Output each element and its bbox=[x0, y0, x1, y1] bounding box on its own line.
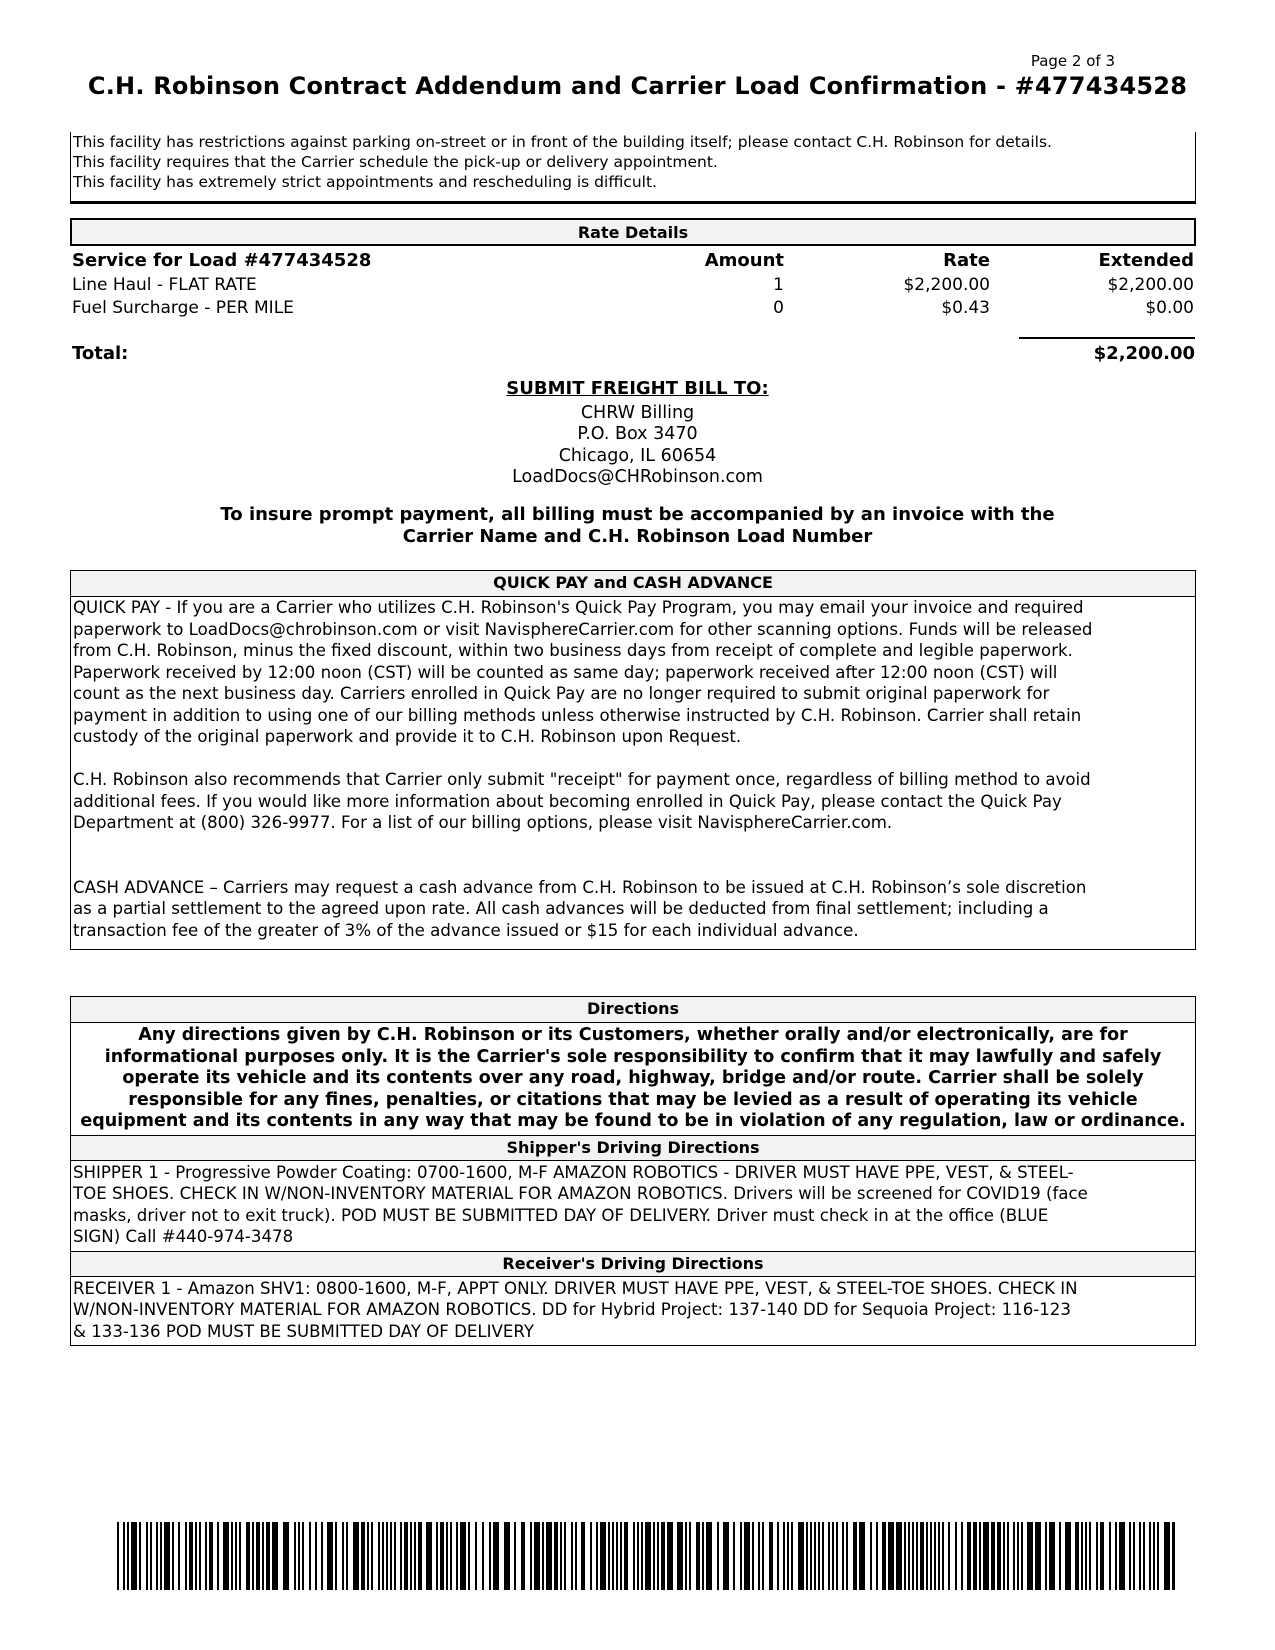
total-value: $2,200.00 bbox=[1093, 343, 1195, 364]
quick-pay-line: C.H. Robinson also recommends that Carrier only submit "receipt" for payment once, regardless of billing method to avoid bbox=[73, 770, 1091, 789]
shipper-directions-line: SHIPPER 1 - Progressive Powder Coating: 0700-1600, M-F AMAZON ROBOTICS - DRIVER MUST HAVE PPE, VEST, & STEEL- bbox=[73, 1162, 1074, 1182]
rate-details-header: Rate Details bbox=[70, 218, 1196, 246]
column-header-rate: Rate bbox=[943, 250, 990, 271]
disclaimer-line: equipment and its contents in any way that may be found to be in violation of any regulation, law or ordinance. bbox=[80, 1111, 1186, 1131]
receiver-directions-line: RECEIVER 1 - Amazon SHV1: 0800-1600, M-F, APPT ONLY. DRIVER MUST HAVE PPE, VEST, & STEEL-TOE SHOES. CHECK IN bbox=[73, 1278, 1078, 1298]
disclaimer-line: operate its vehicle and its contents over any road, highway, bridge and/or route. Carrier shall be solely bbox=[122, 1068, 1144, 1088]
shipper-directions bbox=[71, 1161, 1195, 1251]
billing-note-line: Carrier Name and C.H. Robinson Load Number bbox=[402, 526, 873, 547]
cash-advance-line: as a partial settlement to the agreed upon rate. All cash advances will be deducted from final settlement; including a bbox=[73, 899, 1049, 918]
billing-line: Chicago, IL 60654 bbox=[558, 445, 717, 466]
receiver-directions-header: Receiver's Driving Directions bbox=[71, 1251, 1195, 1277]
facility-note: This facility has extremely strict appointments and rescheduling is difficult. bbox=[73, 173, 657, 191]
quick-pay-line: payment in addition to using one of our billing methods unless otherwise instructed by C.H. Robinson. Carrier shall retain bbox=[73, 705, 1082, 725]
column-header-amount: Amount bbox=[704, 250, 784, 271]
extended-cell: $2,200.00 bbox=[1107, 275, 1194, 295]
disclaimer-line: Any directions given by C.H. Robinson or its Customers, whether orally and/or electronically, are for bbox=[138, 1025, 1128, 1045]
amount-cell: 1 bbox=[773, 275, 784, 295]
rate-cell: $0.43 bbox=[941, 298, 990, 318]
quick-pay-line: Department at (800) 326-9977. For a list of our billing options, please visit NavisphereCarrier.com. bbox=[73, 813, 893, 832]
extended-cell: $0.00 bbox=[1145, 298, 1194, 318]
rate-table-header-row bbox=[72, 248, 1194, 274]
quick-pay-header: QUICK PAY and CASH ADVANCE bbox=[71, 571, 1195, 597]
receiver-directions-line: W/NON-INVENTORY MATERIAL FOR AMAZON ROBOTICS. DD for Hybrid Project: 137-140 DD for Sequoia Project: 116-123 bbox=[73, 1300, 1071, 1319]
quick-pay-line: QUICK PAY - If you are a Carrier who utilizes C.H. Robinson's Quick Pay Program, you may email your invoice and required bbox=[73, 598, 1084, 617]
directions-section bbox=[70, 996, 1196, 1346]
column-header-service: Service for Load #477434528 bbox=[72, 250, 372, 271]
barcode-icon bbox=[117, 1522, 1175, 1590]
quick-pay-line: custody of the original paperwork and provide it to C.H. Robinson upon Request. bbox=[73, 727, 742, 746]
facility-notes bbox=[70, 132, 1196, 204]
service-cell: Line Haul - FLAT RATE bbox=[72, 275, 257, 295]
shipper-directions-header: Shipper's Driving Directions bbox=[71, 1135, 1195, 1161]
directions-disclaimer bbox=[71, 1023, 1195, 1135]
billing-email: LoadDocs@CHRobinson.com bbox=[512, 467, 763, 487]
facility-note: This facility requires that the Carrier schedule the pick-up or delivery appointment. bbox=[73, 153, 718, 171]
cash-advance-line: CASH ADVANCE – Carriers may request a cash advance from C.H. Robinson to be issued at C.H. Robinson’s sole discretion bbox=[73, 877, 1087, 897]
service-cell: Fuel Surcharge - PER MILE bbox=[72, 298, 294, 318]
page-number: Page 2 of 3 bbox=[1030, 52, 1115, 70]
quick-pay-section bbox=[70, 570, 1196, 950]
billing-line: CHRW Billing bbox=[580, 402, 695, 423]
total-label: Total: bbox=[72, 343, 129, 364]
billing-heading: SUBMIT FREIGHT BILL TO: bbox=[506, 378, 769, 399]
billing-note bbox=[0, 504, 1275, 548]
column-header-extended: Extended bbox=[1098, 250, 1194, 271]
shipper-directions-line: SIGN) Call #440-974-3478 bbox=[73, 1227, 294, 1246]
shipper-directions-line: TOE SHOES. CHECK IN W/NON-INVENTORY MATERIAL FOR AMAZON ROBOTICS. Drivers will be screened for COVID19 (face bbox=[73, 1184, 1088, 1203]
quick-pay-line: additional fees. If you would like more information about becoming enrolled in Quick Pay, please contact the Quick Pay bbox=[73, 791, 1062, 811]
billing-line: P.O. Box 3470 bbox=[577, 424, 698, 444]
quick-pay-line: count as the next business day. Carriers enrolled in Quick Pay are no longer required to submit original paperwork for bbox=[73, 684, 1050, 703]
amount-cell: 0 bbox=[773, 298, 784, 318]
receiver-directions bbox=[71, 1277, 1195, 1346]
quick-pay-line: from C.H. Robinson, minus the fixed discount, within two business days from receipt of complete and legible paperwork. bbox=[73, 641, 1073, 660]
quick-pay-line: Paperwork received by 12:00 noon (CST) will be counted as same day; paperwork received after 12:00 noon (CST) will bbox=[73, 662, 1058, 682]
quick-pay-line: paperwork to LoadDocs@chrobinson.com or visit NavisphereCarrier.com for other scanning options. Funds will be released bbox=[73, 619, 1093, 639]
page-title: C.H. Robinson Contract Addendum and Carrier Load Confirmation - #477434528 bbox=[87, 72, 1188, 100]
total-divider bbox=[1019, 337, 1195, 339]
billing-address bbox=[0, 378, 1275, 489]
table-row bbox=[72, 297, 1194, 320]
cash-advance-line: transaction fee of the greater of 3% of the advance issued or $15 for each individual advance. bbox=[73, 920, 859, 940]
receiver-directions-line: & 133-136 POD MUST BE SUBMITTED DAY OF DELIVERY bbox=[73, 1321, 534, 1341]
facility-note: This facility has restrictions against parking on-street or in front of the building itself; please contact C.H. Robinson for details. bbox=[73, 133, 1052, 151]
directions-header: Directions bbox=[71, 997, 1195, 1023]
disclaimer-line: informational purposes only. It is the Carrier's sole responsibility to confirm that it may lawfully and safely bbox=[104, 1046, 1162, 1067]
shipper-directions-line: masks, driver not to exit truck). POD MUST BE SUBMITTED DAY OF DELIVERY. Driver must check in at the office (BLUE bbox=[73, 1205, 1049, 1225]
billing-note-line: To insure prompt payment, all billing must be accompanied by an invoice with the bbox=[220, 504, 1055, 525]
rate-details-table bbox=[72, 248, 1194, 320]
disclaimer-line: responsible for any fines, penalties, or citations that may be levied as a result of operating its vehicle bbox=[128, 1089, 1138, 1110]
quick-pay-body bbox=[71, 597, 1195, 941]
table-row bbox=[72, 274, 1194, 297]
rate-cell: $2,200.00 bbox=[903, 275, 990, 295]
